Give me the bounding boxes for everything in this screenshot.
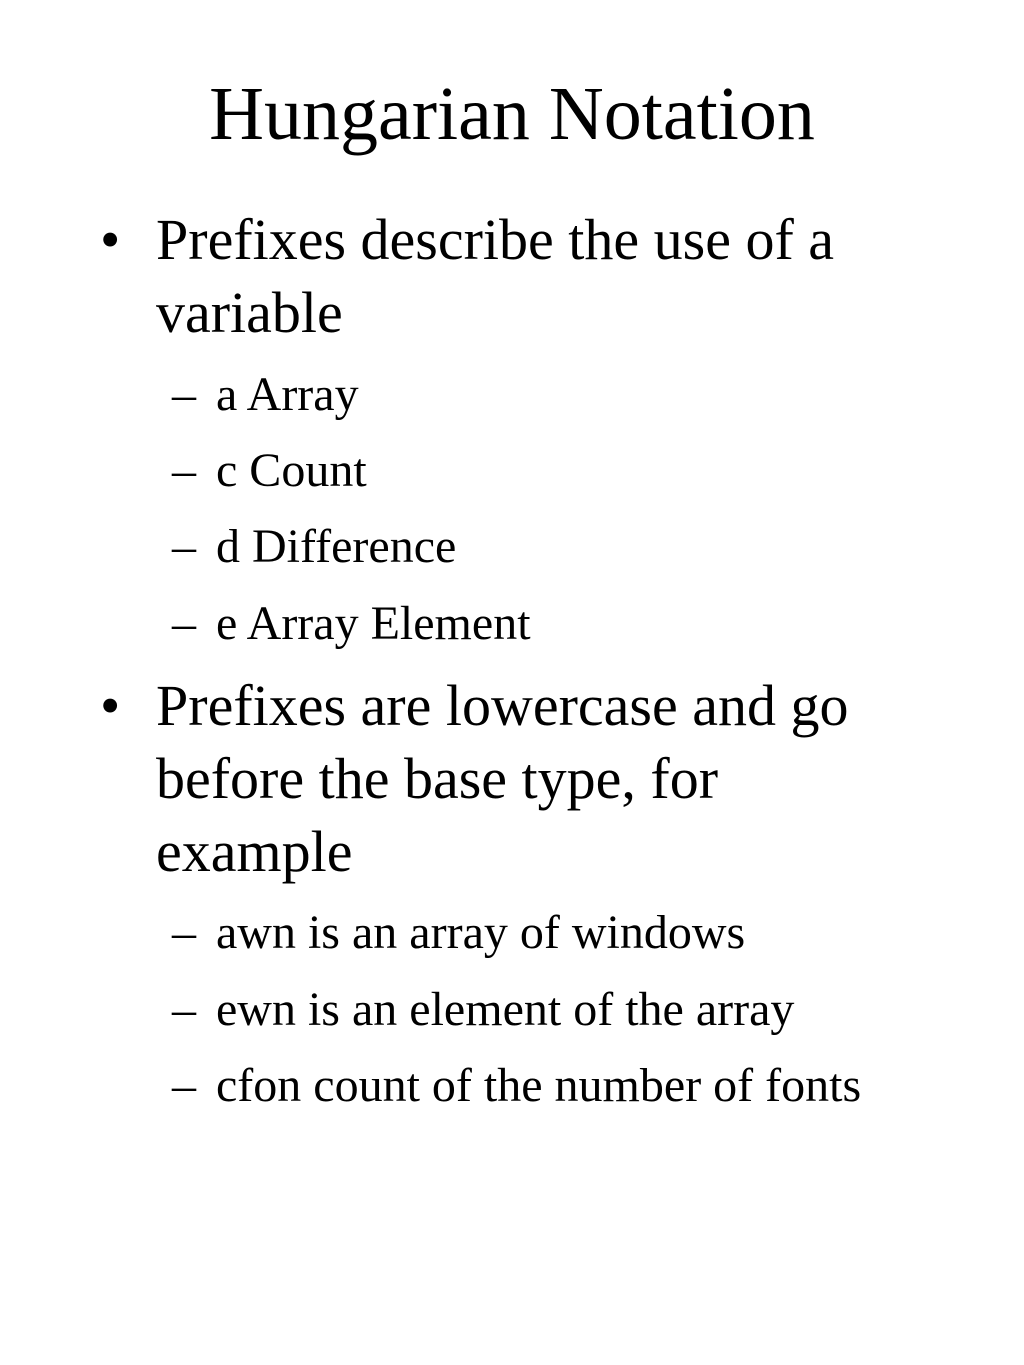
sub-item-text: e Array Element — [216, 597, 531, 650]
sub-item — [172, 903, 745, 963]
sub-item-text: c Count — [216, 444, 367, 497]
slide-title: Hungarian Notation — [209, 72, 815, 156]
dash-marker: – — [172, 368, 196, 421]
dash-marker: – — [172, 906, 196, 959]
dash-marker: – — [172, 983, 196, 1036]
sub-item-text: cfon count of the number of fonts — [216, 1059, 862, 1112]
sub-item-text: awn is an array of windows — [216, 906, 746, 959]
sub-item — [172, 980, 794, 1040]
bullet-marker: • — [100, 673, 121, 738]
dash-marker: – — [172, 444, 196, 497]
sub-item-text: d Difference — [216, 520, 457, 573]
bullet-text: Prefixes are lowercase and go before the base type, for example — [156, 673, 849, 884]
sub-item — [172, 365, 359, 425]
sub-item — [172, 517, 456, 577]
dash-marker: – — [172, 1059, 196, 1112]
sub-item — [172, 1056, 861, 1116]
bullet-text: Prefixes describe the use of a variable — [156, 207, 835, 345]
sub-item-text: ewn is an element of the array — [216, 983, 795, 1036]
sub-item — [172, 441, 367, 501]
dash-marker: – — [172, 597, 196, 650]
sub-item-text: a Array — [216, 368, 359, 421]
bullet-marker: • — [100, 207, 121, 272]
dash-marker: – — [172, 520, 196, 573]
sub-item — [172, 594, 531, 654]
